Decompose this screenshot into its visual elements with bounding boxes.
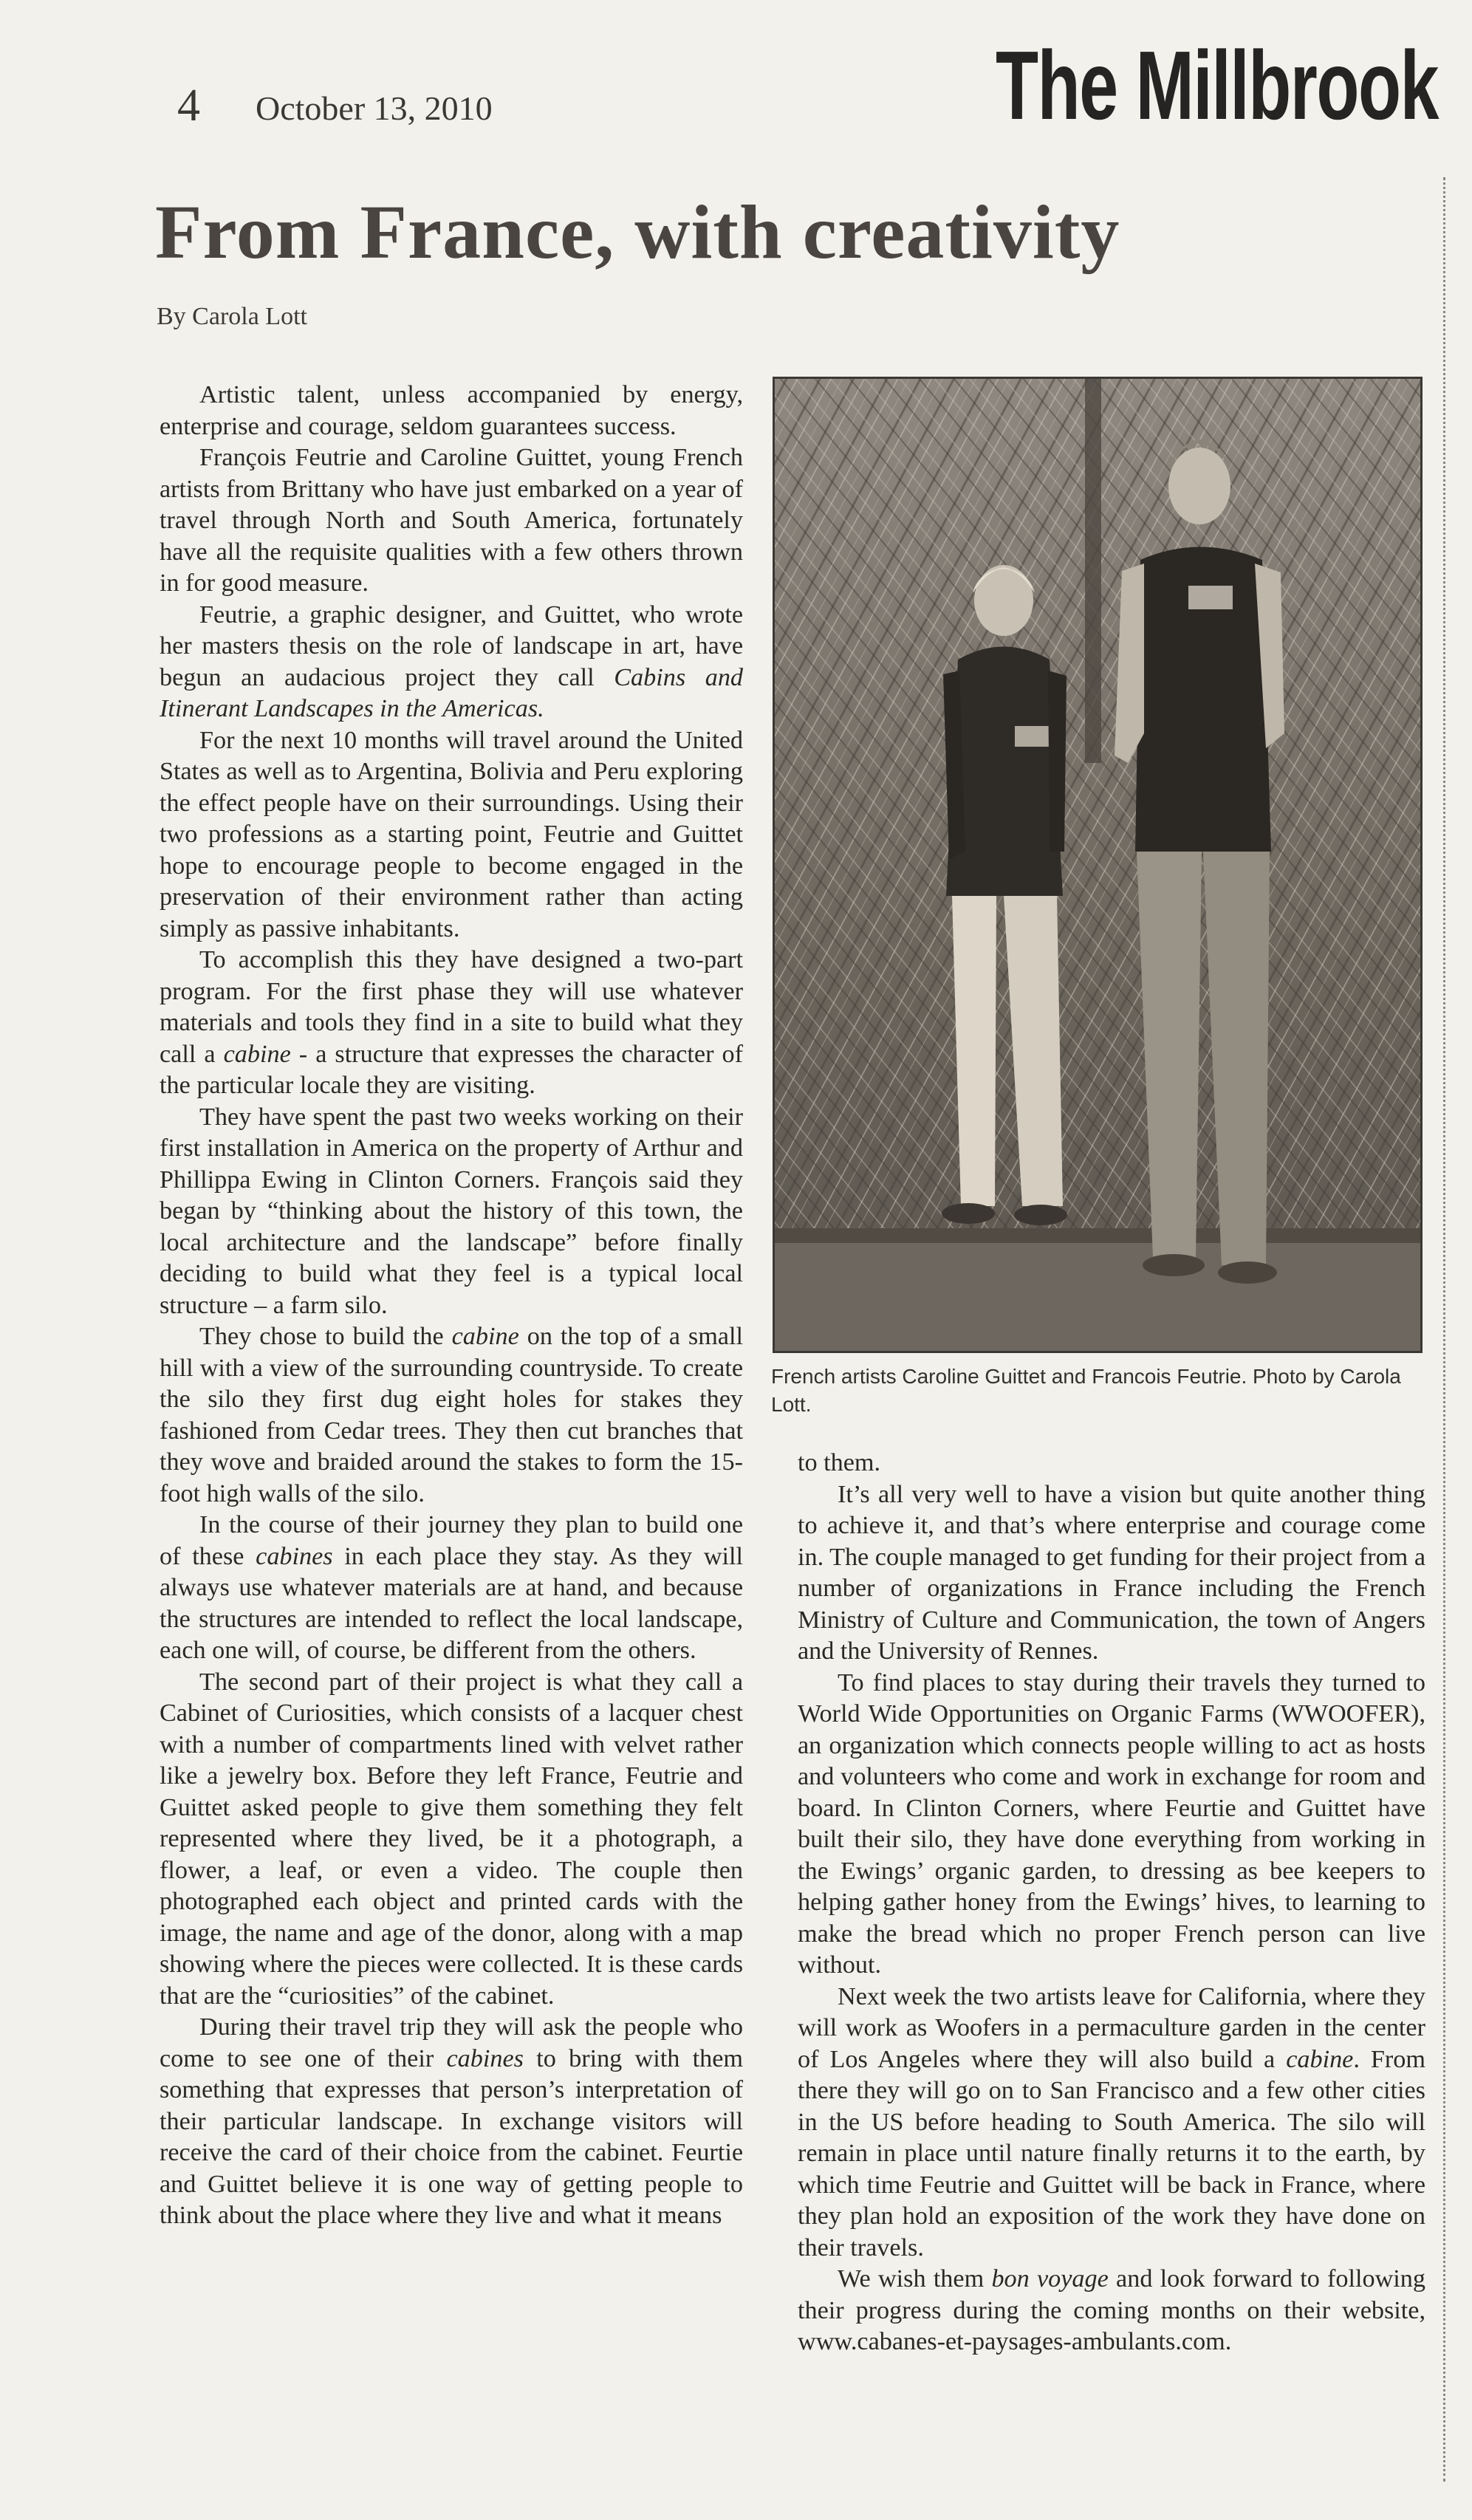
column-divider <box>1443 177 1445 2482</box>
article-paragraph: They chose to build the cabine on the top of a small hill with a view of the surrounding countryside. To create the silo they first dug eight holes for stakes they fashioned from Cedar trees. They then cut branches that they wove and braided around the stakes to form the 15-foot high walls of the silo. <box>160 1323 743 1507</box>
article-column-right <box>798 1448 1425 2358</box>
article-byline: By Carola Lott <box>157 303 307 330</box>
article-photo <box>773 377 1423 1353</box>
photo-artists-image <box>775 379 1420 1351</box>
article-headline: From France, with creativity <box>155 190 1120 275</box>
article-column-left <box>160 380 743 2232</box>
article-paragraph: Next week the two artists leave for California, where they will work as Woofers in a permaculture garden in the center of Los Angeles where they will also build a cabine. From there they will go on to San Francisco and a few other cities in the US before heading to South America. The silo will remain in place until nature finally returns it to the earth, by which time Feutrie and Guittet will be back in France, where they plan hold an exposition of the work they have done on their travels. <box>798 1982 1425 2262</box>
article-paragraph: They have spent the past two weeks working on their first installation in America on the property of Arthur and Phillippa Ewing in Clinton Corners. François said they began by “thinking about the history of this town, the local architecture and the landscape” before finally deciding to build what they feel is a typical local structure – a farm silo. <box>160 1103 743 1319</box>
article-paragraph: To find places to stay during their travels they turned to World Wide Opportunities on Organic Farms (WWOOFER), an organization which connects people willing to act as hosts and volunteers who come and work in exchange for room and board. In Clinton Corners, where Feurtie and Guittet have built their silo, they have done everything from working in the Ewings’ organic garden, to dressing as bee keepers to helping gather honey from the Ewings’ hives, to learning to make the bread which no proper French person can live without. <box>798 1668 1425 1979</box>
page-number: 4 <box>177 81 200 131</box>
article-paragraph: During their travel trip they will ask the people who come to see one of their cabines to bring with them something that expresses that person’s interpretation of their particular landscape. In exchange visitors will receive the card of their choice from the cabinet. Feurtie and Guittet believe it is one way of getting people to think about the place where they live and what it means <box>160 2013 743 2229</box>
newspaper-name: The Millbrook <box>996 31 1439 140</box>
article-paragraph: Artistic talent, unless accompanied by energy, enterprise and courage, seldom guarantees success. <box>160 381 743 440</box>
article-paragraph: It’s all very well to have a vision but quite another thing to achieve it, and that’s where enterprise and courage come in. The couple managed to get funding for their project from a number of organizations in France including the French Ministry of Culture and Communication, the town of Angers and the University of Rennes. <box>798 1480 1425 1665</box>
article-paragraph: To accomplish this they have designed a two-part program. For the first phase they will use whatever materials and tools they find in a site to build what they call a cabine - a structure that expresses the character of the particular locale they are visiting. <box>160 946 743 1099</box>
issue-date: October 13, 2010 <box>256 89 493 127</box>
photo-caption: French artists Caroline Guittet and Francois Feutrie. Photo by Carola Lott. <box>771 1365 1401 1416</box>
article-paragraph: For the next 10 months will travel around the United States as well as to Argentina, Bolivia and Peru exploring the effect people have on their surroundings. Using their two professions as a starting point, Feutrie and Guittet hope to encourage people to become engaged in the preservation of their environment rather than acting simply as passive inhabitants. <box>160 726 743 942</box>
article-paragraph: In the course of their journey they plan to build one of these cabines in each place they stay. As they will always use whatever materials are at hand, and because the structures are intended to reflect the local landscape, each one will, of course, be different from the others. <box>160 1511 743 1664</box>
article-paragraph: to them. <box>798 1449 881 1476</box>
article-paragraph: We wish them bon voyage and look forward to following their progress during the coming months on their website, www.cabanes-et-paysages-ambulants.com. <box>798 2265 1425 2355</box>
masthead <box>177 30 1472 155</box>
article-paragraph: François Feutrie and Caroline Guittet, young French artists from Brittany who have just embarked on a year of travel through North and South America, fortunately have all the requisite qualities with a few others thrown in for good measure. <box>160 444 743 597</box>
article-paragraph: Feutrie, a graphic designer, and Guittet, who wrote her masters thesis on the role of landscape in art, have begun an audacious project they call Cabins and Itinerant Landscapes in the Americas. <box>160 600 744 722</box>
article-paragraph: The second part of their project is what they call a Cabinet of Curiosities, which consists of a lacquer chest with a number of compartments lined with velvet rather like a jewelry box. Before they left France, Feutrie and Guittet asked people to give them something they felt represented where they lived, be it a photograph, a flower, a leaf, or even a video. The couple then photographed each object and printed cards with the image, the name and age of the donor, along with a map showing where the pieces were collected. It is these cards that are the “curiosities” of the cabinet. <box>160 1668 743 2010</box>
